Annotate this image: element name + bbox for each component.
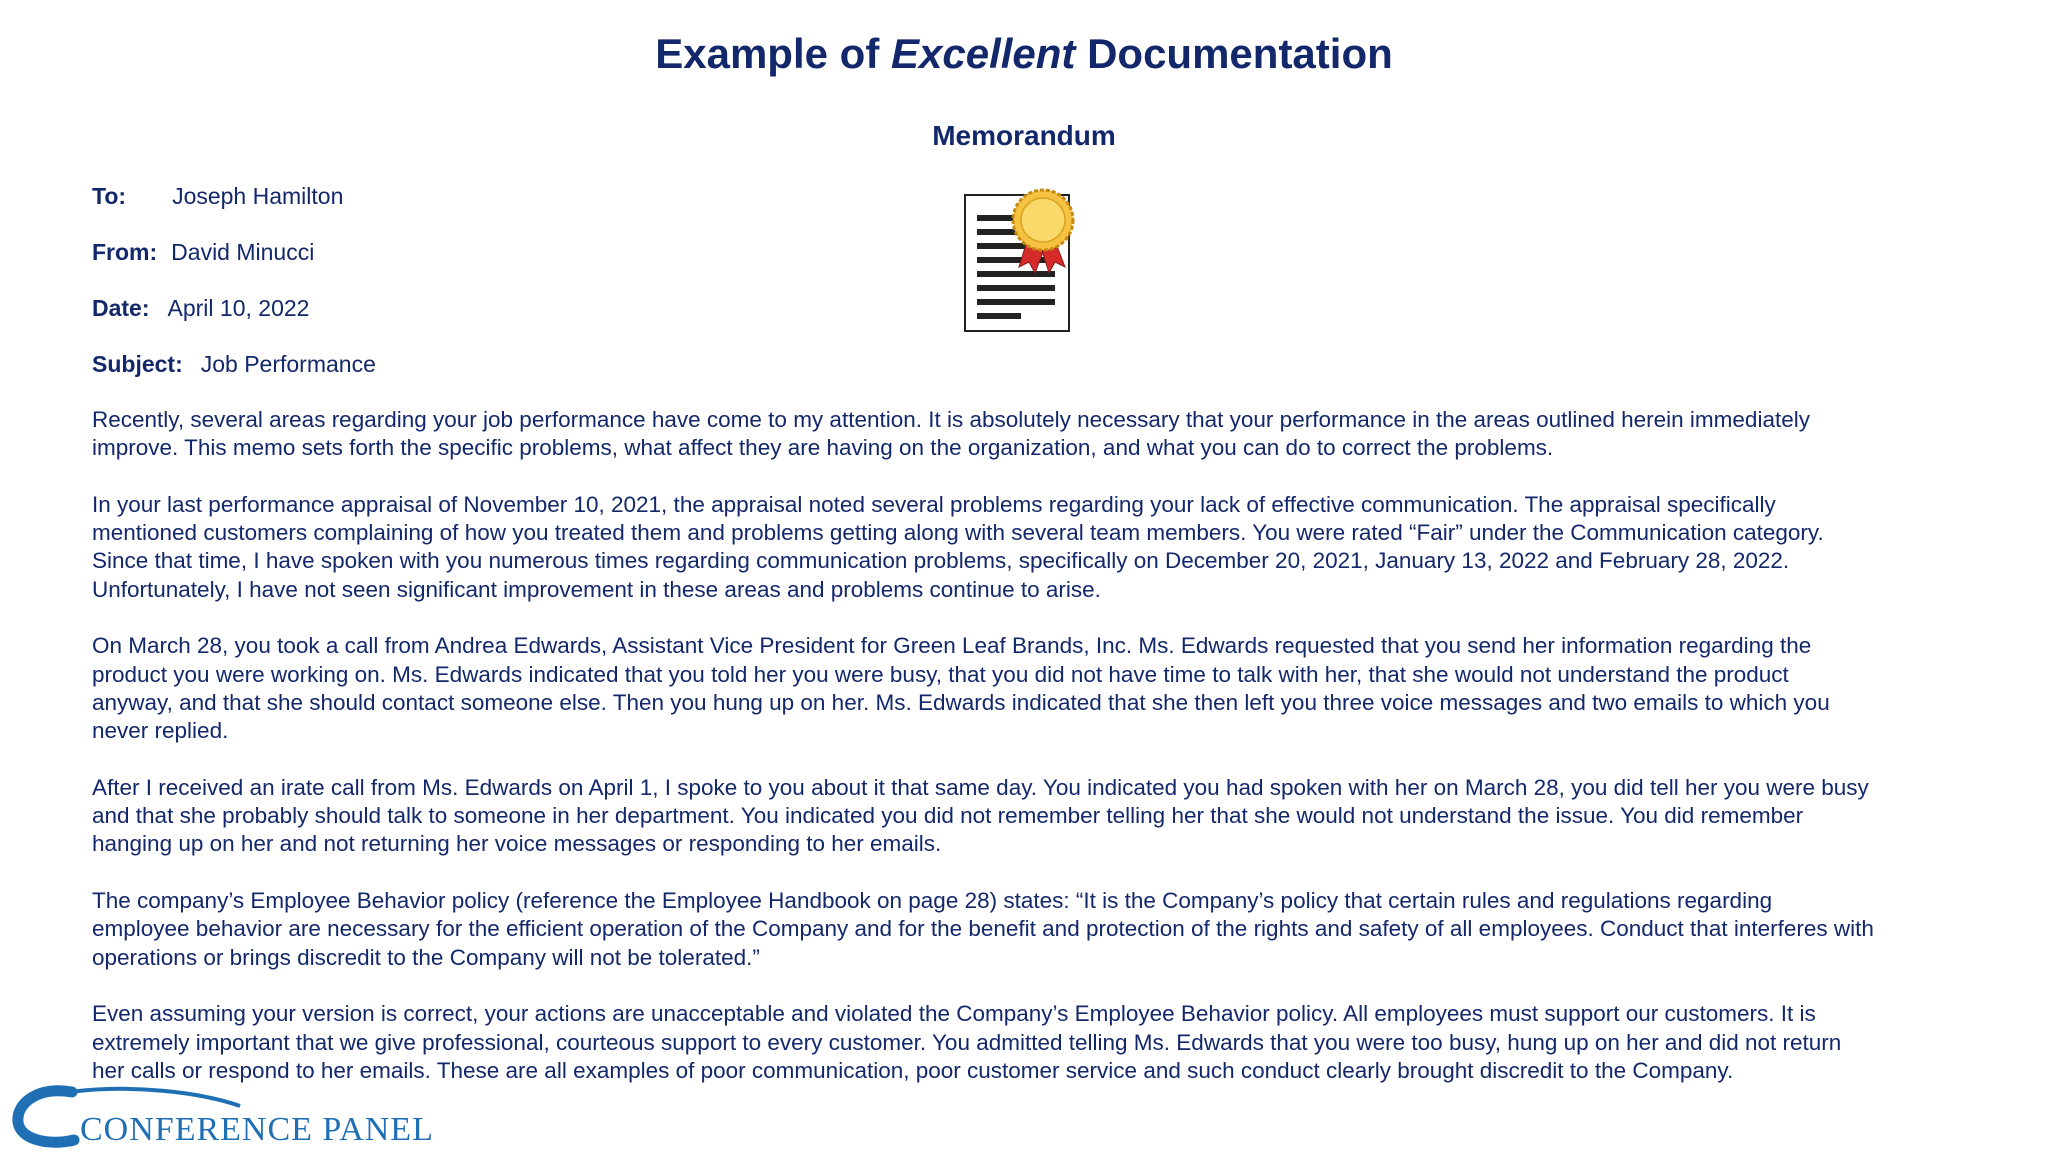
- paragraph-line: extremely important that we give professional, courteous support to every customer. You admitted telling Ms. Edwards that you were too busy, hung up on her and did not return: [92, 1029, 1842, 1055]
- paragraph-line: On March 28, you took a call from Andrea Edwards, Assistant Vice President for Green Leaf Brands, Inc. Ms. Edwards requested that you send her information regarding the: [92, 633, 1812, 659]
- title-prefix: Example of: [655, 30, 891, 77]
- paragraph-line: never replied.: [92, 718, 229, 744]
- subject-value: Job Performance: [200, 351, 376, 377]
- to-value: Joseph Hamilton: [172, 183, 344, 209]
- memo-date-field: [92, 295, 309, 322]
- memo-paragraph: [92, 887, 2012, 972]
- paragraph-line: mentioned customers complaining of how you treated them and problems getting along with several team members. You were rated “Fair” under the Communication category.: [92, 520, 1824, 546]
- paragraph-line: The company’s Employee Behavior policy (reference the Employee Handbook on page 28) states: “It is the Company’s policy that certain rules and regulations regarding: [92, 888, 1773, 914]
- paragraph-line: hanging up on her and not returning her voice messages or responding to her emails.: [92, 831, 942, 857]
- paragraph-line: employee behavior are necessary for the efficient operation of the Company and for the benefit and protection of the rights and safety of all employees. Conduct that interferes with: [92, 916, 1874, 942]
- from-label: From:: [92, 239, 158, 265]
- paragraph-line: product you were working on. Ms. Edwards indicated that you told her you were busy, that you did not have time to talk with her, that she would not understand the product: [92, 661, 1789, 687]
- title-suffix: Documentation: [1075, 30, 1393, 77]
- paragraph-line: improve. This memo sets forth the specific problems, what affect they are having on the organization, and what you can do to correct the problems.: [92, 435, 1554, 461]
- paragraph-line: Since that time, I have spoken with you numerous times regarding communication problems, specifically on December 20, 2021, January 13, 2022 and February 28, 2022.: [92, 548, 1790, 574]
- paragraph-line: and that she probably should talk to someone in her department. You indicated you did not remember telling her that she would not understand the issue. You did remember: [92, 803, 1804, 829]
- conference-panel-logo: [10, 1082, 434, 1153]
- memo-to-field: [92, 183, 343, 210]
- paragraph-line: anyway, and that she should contact someone else. Then you hung up on her. Ms. Edwards indicated that she then left you three voice messages and two emails to which you: [92, 689, 1830, 715]
- paragraph-line: Even assuming your version is correct, your actions are unacceptable and violated the Company’s Employee Behavior policy. All employees must support our customers. It is: [92, 1001, 1816, 1027]
- paragraph-line: In your last performance appraisal of November 10, 2021, the appraisal noted several problems regarding your lack of effective communication. The appraisal specifically: [92, 491, 1776, 517]
- memo-heading: Memorandum: [932, 120, 1116, 151]
- memo-body: [92, 406, 2012, 1113]
- memo-paragraph: [92, 632, 2012, 745]
- logo-text: CONFERENCE PANEL: [80, 1111, 434, 1148]
- memo-from-field: [92, 239, 314, 266]
- date-value: April 10, 2022: [167, 295, 310, 321]
- paragraph-line: her calls or respond to her emails. These are all examples of poor communication, poor customer service and such conduct clearly brought discredit to the Company.: [92, 1057, 1734, 1083]
- document-award-icon: [955, 185, 1095, 340]
- subject-label: Subject:: [92, 351, 183, 377]
- paragraph-line: After I received an irate call from Ms. Edwards on April 1, I spoke to you about it that same day. You indicated you had spoken with her on March 28, you did tell her you were busy: [92, 774, 1869, 800]
- memo-paragraph: [92, 491, 2012, 604]
- from-value: David Minucci: [171, 239, 315, 265]
- paragraph-line: Unfortunately, I have not seen significant improvement in these areas and problems continue to arise.: [92, 576, 1101, 602]
- title-emphasis: Excellent: [890, 30, 1076, 77]
- date-label: Date:: [92, 295, 150, 321]
- slide-title: [0, 30, 2048, 78]
- paragraph-line: Recently, several areas regarding your job performance have come to my attention. It is absolutely necessary that your performance in the areas outlined herein immediately: [92, 407, 1810, 432]
- paragraph-line: operations or brings discredit to the Company will not be tolerated.”: [92, 944, 760, 970]
- memo-paragraph: [92, 406, 2012, 463]
- to-label: To:: [92, 183, 127, 209]
- memo-subject-field: [92, 351, 376, 378]
- memo-paragraph: [92, 1000, 2012, 1085]
- memo-paragraph: [92, 774, 2012, 859]
